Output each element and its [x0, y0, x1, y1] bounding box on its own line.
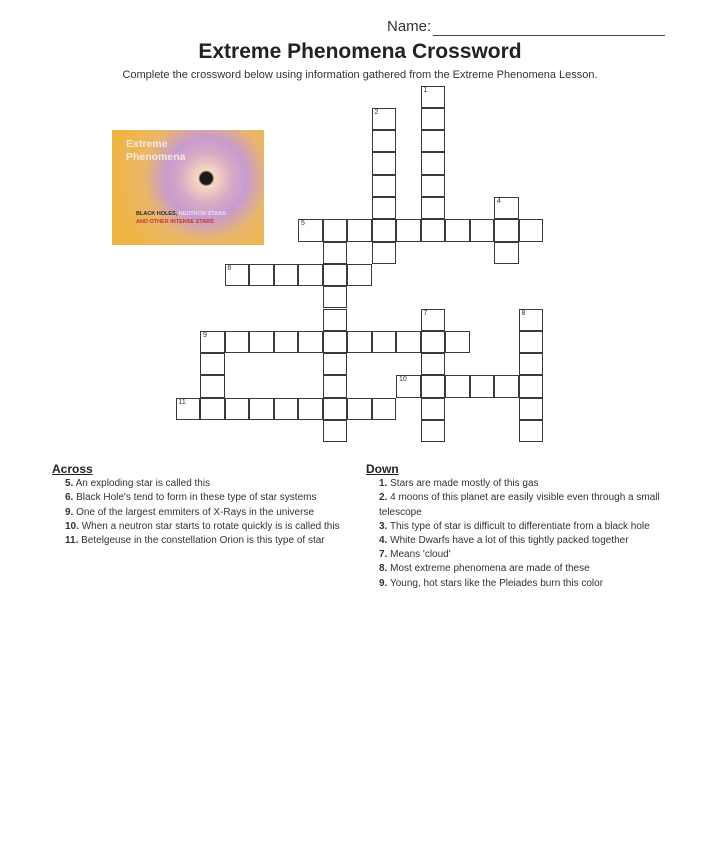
clue-number: 4 [497, 198, 501, 205]
crossword-cell[interactable] [519, 309, 544, 331]
clue-item [52, 491, 352, 505]
crossword-cell[interactable] [249, 398, 274, 420]
page-title: Extreme Phenomena Crossword [198, 40, 522, 63]
clue-item-number: 8. [379, 563, 388, 575]
clue-number: 11 [178, 398, 186, 406]
clue-number: 9 [203, 331, 207, 339]
clue-number: 5 [301, 220, 305, 228]
crossword-cell[interactable] [421, 309, 446, 331]
crossword-cell[interactable] [323, 420, 348, 442]
crossword-cell[interactable] [445, 331, 470, 353]
crossword-cell[interactable] [298, 398, 323, 420]
crossword-cell[interactable] [225, 264, 250, 286]
crossword-cell[interactable] [323, 375, 348, 397]
clue-item-number: 11. [65, 535, 79, 547]
crossword-cell[interactable] [519, 398, 544, 420]
down-clues [366, 462, 666, 591]
clue-item [366, 477, 666, 491]
clue-item [366, 520, 666, 534]
cover-title: Extreme Phenomena [126, 138, 186, 163]
clue-number: 10 [399, 376, 407, 384]
clue-item-number: 5. [65, 478, 74, 490]
crossword-cell[interactable] [519, 331, 544, 353]
clue-number: 2 [374, 108, 379, 116]
crossword-cell[interactable] [421, 398, 446, 420]
crossword-cell[interactable] [445, 219, 470, 241]
crossword-cell[interactable] [372, 130, 397, 152]
crossword-cell[interactable] [372, 242, 397, 264]
clue-item-text: Means 'cloud' [390, 549, 451, 561]
crossword-cell[interactable] [347, 331, 372, 353]
crossword-cell[interactable] [225, 331, 250, 353]
crossword-cell[interactable] [298, 264, 323, 286]
clue-number: 1 [423, 86, 428, 94]
crossword-cell[interactable] [200, 331, 225, 353]
crossword-cell[interactable] [519, 353, 544, 375]
crossword-cell[interactable] [421, 353, 446, 375]
crossword-cell[interactable] [396, 219, 421, 241]
crossword-cell[interactable] [519, 420, 544, 442]
clue-item-number: 3. [379, 520, 388, 532]
crossword-cell[interactable] [396, 375, 421, 397]
crossword-cell[interactable] [200, 375, 225, 397]
crossword-cell[interactable] [274, 398, 299, 420]
clue-number: 6 [227, 264, 232, 272]
across-heading: Across [52, 462, 93, 476]
clue-item [52, 520, 352, 534]
clue-item-text: Stars are made mostly of this gas [390, 478, 539, 490]
crossword-cell[interactable] [274, 331, 299, 353]
clue-item [366, 491, 666, 519]
across-clues [52, 462, 352, 548]
crossword-cell[interactable] [298, 331, 323, 353]
crossword-cell[interactable] [323, 398, 348, 420]
clue-item-text: One of the largest emmiters of X-Rays in the universe [76, 506, 315, 518]
crossword-cell[interactable] [421, 130, 446, 152]
crossword-cell[interactable] [176, 398, 201, 420]
crossword-cell[interactable] [225, 398, 250, 420]
clue-item [52, 477, 352, 491]
crossword-cell[interactable] [445, 375, 470, 397]
crossword-cell[interactable] [372, 331, 397, 353]
clue-item-text: This type of star is difficult to differentiate from a black hole [389, 520, 650, 532]
clue-item-text: An exploding star is called this [75, 478, 211, 490]
clue-item [52, 534, 352, 548]
crossword-cell[interactable] [323, 353, 348, 375]
crossword-cell[interactable] [298, 219, 323, 241]
crossword-cell[interactable] [519, 219, 544, 241]
clue-item-text: Young, hot stars like the Pleiades burn this color [389, 577, 604, 589]
clue-item-number: 9. [379, 577, 388, 589]
crossword-cell[interactable] [347, 398, 372, 420]
crossword-cell[interactable] [421, 219, 446, 241]
down-heading: Down [366, 462, 399, 476]
clue-item-text: White Dwarfs have a lot of this tightly packed together [390, 535, 629, 547]
page-subtitle: Complete the crossword below using information gathered from the Extreme Phenomena Lesson. [122, 69, 598, 81]
crossword-cell[interactable] [347, 219, 372, 241]
crossword-cell[interactable] [421, 197, 446, 219]
crossword-cell[interactable] [200, 398, 225, 420]
clue-item [366, 562, 666, 576]
crossword-cell[interactable] [421, 375, 446, 397]
crossword-cell[interactable] [421, 152, 446, 174]
clue-item-text: 4 moons of this planet are easily visible even through a small telescope [379, 492, 660, 518]
crossword-cell[interactable] [323, 242, 348, 264]
crossword-cell[interactable] [372, 108, 397, 130]
clue-item-number: 1. [379, 478, 388, 490]
clue-item [366, 548, 666, 562]
clue-item-text: Black Hole's tend to form in these type of star systems [76, 492, 317, 504]
clue-number: 8 [521, 309, 526, 317]
clue-item [366, 577, 666, 591]
crossword-cell[interactable] [323, 286, 348, 308]
crossword-cell[interactable] [494, 242, 519, 264]
crossword-cell[interactable] [421, 175, 446, 197]
clue-item-number: 6. [65, 492, 74, 504]
name-label: Name: [387, 18, 432, 35]
crossword-cell[interactable] [421, 86, 446, 108]
crossword-cell[interactable] [372, 219, 397, 241]
crossword-cell[interactable] [323, 264, 348, 286]
clue-item-number: 2. [379, 492, 388, 504]
clue-number: 7 [423, 309, 428, 317]
clue-item-text: When a neutron star starts to rotate quickly is is called this [81, 520, 340, 532]
cover-caption: BLACK HOLES, NEUTRON STARS AND OTHER INTENSE STARS [136, 211, 226, 225]
crossword-cell[interactable] [372, 197, 397, 219]
crossword-cell[interactable] [372, 398, 397, 420]
crossword-cell[interactable] [494, 197, 519, 219]
crossword-cell[interactable] [372, 152, 397, 174]
crossword-cell[interactable] [494, 375, 519, 397]
crossword-cell[interactable] [470, 219, 495, 241]
crossword-cell[interactable] [470, 375, 495, 397]
crossword-cell[interactable] [274, 264, 299, 286]
clue-item-text: Betelgeuse in the constellation Orion is this type of star [81, 535, 325, 547]
clue-item-number: 4. [379, 535, 388, 547]
crossword-cell[interactable] [323, 331, 348, 353]
crossword-cell[interactable] [249, 331, 274, 353]
crossword-cell[interactable] [421, 420, 446, 442]
clue-item [366, 534, 666, 548]
crossword-cell[interactable] [200, 353, 225, 375]
crossword-cell[interactable] [323, 219, 348, 241]
crossword-cell[interactable] [494, 219, 519, 241]
crossword-cell[interactable] [421, 108, 446, 130]
clue-item-number: 7. [379, 549, 388, 561]
crossword-cell[interactable] [323, 309, 348, 331]
crossword-cell[interactable] [372, 175, 397, 197]
crossword-cell[interactable] [396, 331, 421, 353]
clue-item-number: 10. [65, 520, 79, 532]
crossword-cell[interactable] [421, 331, 446, 353]
clue-item-number: 9. [65, 506, 74, 518]
clue-item-text: Most extreme phenomena are made of these [390, 563, 590, 575]
crossword-cell[interactable] [249, 264, 274, 286]
crossword-cell[interactable] [519, 375, 544, 397]
clue-item [52, 506, 352, 520]
crossword-cell[interactable] [347, 264, 372, 286]
